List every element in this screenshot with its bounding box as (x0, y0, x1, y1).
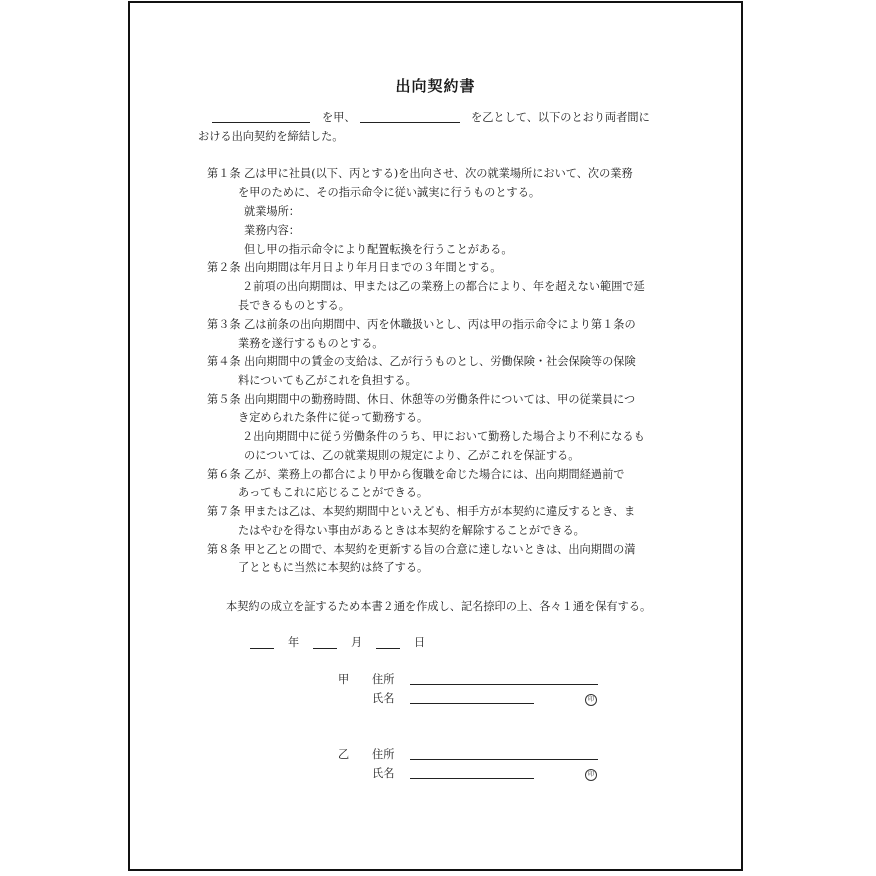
date-month-blank[interactable] (313, 648, 337, 649)
party-a-name-field[interactable] (410, 703, 534, 704)
article-1-place-label: 就業場所： (244, 205, 300, 218)
article-5-line-4: のについては、乙の就業規則の規定により、乙がこれを保証する。 (244, 449, 580, 462)
article-1-note: 但し甲の指示命令により配置転換を行うことがある。 (244, 243, 513, 256)
article-2-line-2: ２前項の出向期間は、甲または乙の業務上の都合により、年を超えない範囲で延 (242, 280, 645, 293)
party-b-address-label: 住所 (372, 748, 395, 761)
party-b-blank[interactable] (360, 122, 460, 123)
party-b-name-label: 氏名 (372, 767, 395, 780)
article-3-line-2: 業務を遂行するものとする。 (238, 337, 384, 350)
date-month-label: 月 (351, 636, 363, 649)
article-4-line-1: 第４条 出向期間中の賃金の支給は、乙が行うものとし、労働保険・社会保険等の保険 (207, 355, 636, 368)
party-a-seal-icon: 印 (585, 694, 597, 706)
party-b-seal-icon: 印 (585, 769, 597, 781)
intro-line-2: おける出向契約を締結した。 (198, 130, 344, 143)
party-a-name-label: 氏名 (372, 692, 395, 705)
article-8-line-1: 第８条 甲と乙との間で、本契約を更新する旨の合意に達しないときは、出向期間の満 (207, 543, 636, 556)
article-7-line-1: 第７条 甲または乙は、本契約期間中といえども、相手方が本契約に違反するとき、ま (207, 505, 636, 518)
article-5-line-3: ２出向期間中に従う労働条件のうち、甲において勤務した場合より不利になるも (242, 430, 645, 443)
article-4-line-2: 料についても乙がこれを負担する。 (238, 374, 417, 387)
article-2-line-1: 第２条 出向期間は年月日より年月日までの３年間とする。 (207, 261, 502, 274)
article-5-line-2: き定められた条件に従って勤務する。 (238, 411, 429, 424)
article-3-line-1: 第３条 乙は前条の出向期間中、丙を休職扱いとし、丙は甲の指示命令により第１条の (207, 318, 636, 331)
article-2-line-3: 長できるものとする。 (238, 299, 350, 312)
party-a-blank[interactable] (212, 122, 310, 123)
closing-statement: 本契約の成立を証するため本書２通を作成し、記名捺印の上、各々１通を保有する。 (226, 600, 652, 613)
intro-party-a-suffix: を甲、 (322, 111, 356, 124)
date-day-label: 日 (414, 636, 426, 649)
article-1-line-2: を甲のために、その指示命令に従い誠実に行うものとする。 (238, 186, 541, 199)
party-b-name-field[interactable] (410, 778, 534, 779)
article-8-line-2: 了とともに当然に本契約は終了する。 (238, 561, 429, 574)
intro-party-b-suffix: を乙として、以下のとおり両者間に (471, 111, 650, 124)
party-b-label: 乙 (338, 748, 350, 761)
party-a-address-field[interactable] (410, 684, 598, 685)
party-b-address-field[interactable] (410, 759, 598, 760)
article-1-work-label: 業務内容： (244, 224, 300, 237)
article-1-line-1: 第１条 乙は甲に社員(以下、丙とする)を出向させ、次の就業場所において、次の業務 (207, 167, 633, 180)
article-5-line-1: 第５条 出向期間中の勤務時間、休日、休憩等の労働条件については、甲の従業員につ (207, 393, 636, 406)
date-year-label: 年 (288, 636, 300, 649)
document-title: 出向契約書 (395, 77, 476, 95)
article-7-line-2: たはやむを得ない事由があるときは本契約を解除することができる。 (238, 524, 585, 537)
article-6-line-2: あってもこれに応じることができる。 (238, 486, 429, 499)
date-year-blank[interactable] (250, 648, 274, 649)
party-a-label: 甲 (338, 673, 350, 686)
article-6-line-1: 第６条 乙が、業務上の都合により甲から復職を命じた場合には、出向期間経過前で (207, 468, 625, 481)
party-a-address-label: 住所 (372, 673, 395, 686)
date-day-blank[interactable] (376, 648, 400, 649)
document-page (128, 1, 743, 871)
